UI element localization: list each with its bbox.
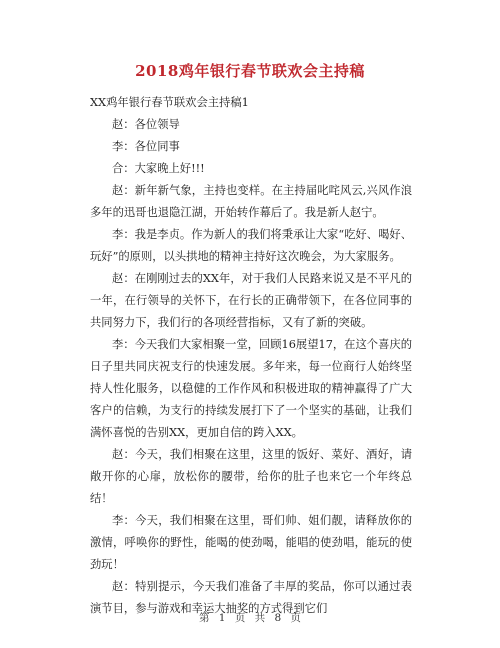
footer-total-prefix: 共: [254, 612, 266, 624]
footer-total-unit: 页: [290, 612, 302, 624]
body-paragraph: 赵：在刚刚过去的XX年，对于我们人民路来说又是不平凡的一年，在行领导的关怀下，在行长的正确带领下，在各位同事的共同努力下，我们行的各项经营指标，又有了新的突破。: [90, 272, 412, 329]
page-footer: [0, 610, 500, 625]
page-total: 8: [274, 612, 282, 624]
body-paragraph: 赵：特别提示，今天我们准备了丰厚的奖品，你可以通过表演节目，参与游戏和幸运大抽奖的方式得到它们: [90, 580, 412, 615]
body-paragraph: 赵：新年新气象，主持也变样。在主持届叱咤风云,兴风作浪多年的迅哥也退隐江湖，开始转作幕后了。我是新人赵宁。: [90, 184, 412, 219]
greeting-line: 李：各位同事: [112, 140, 180, 153]
footer-prefix: 第: [198, 612, 210, 624]
document-title: 2018鸡年银行春节联欢会主持稿: [135, 62, 365, 80]
body-paragraph: 李：我是李贞。作为新人的我们将秉承让大家“吃好、喝好、玩好”的原则，以头拱地的精神主持好这次晚会，为大家服务。: [90, 228, 412, 263]
document-heading: XX鸡年银行春节联欢会主持稿1: [90, 96, 249, 109]
body-paragraph: 李：今天我们大家相聚一堂，回顾16展望17，在这个喜庆的日子里共同庆祝支行的快速发展。多年来，每一位商行人始终坚持人性化服务，以稳健的工作作风和积极进取的精神赢得了广大客户的信赖，为支行的持续发展打下了一个坚实的基础，让我们满怀喜悦的告别XX，更加自信的跨入XX。: [90, 338, 412, 439]
body-paragraph: 李：今天，我们相聚在这里，哥们帅、姐们靓，请释放你的激情，呼唤你的野性，能喝的使劲喝，能唱的使劲唱，能玩的使劲玩！: [90, 514, 412, 571]
greeting-line: 合：大家晚上好!!!: [112, 162, 205, 175]
document-body: [90, 92, 412, 620]
greeting-line: 赵：各位领导: [112, 118, 180, 131]
body-paragraph: 赵：今天，我们相聚在这里，这里的饭好、菜好、酒好，请敞开你的心扉，放松你的腰带，给你的肚子也来它一个年终总结！: [90, 448, 412, 505]
page-number: 1: [218, 612, 226, 624]
footer-page-unit: 页: [234, 612, 246, 624]
